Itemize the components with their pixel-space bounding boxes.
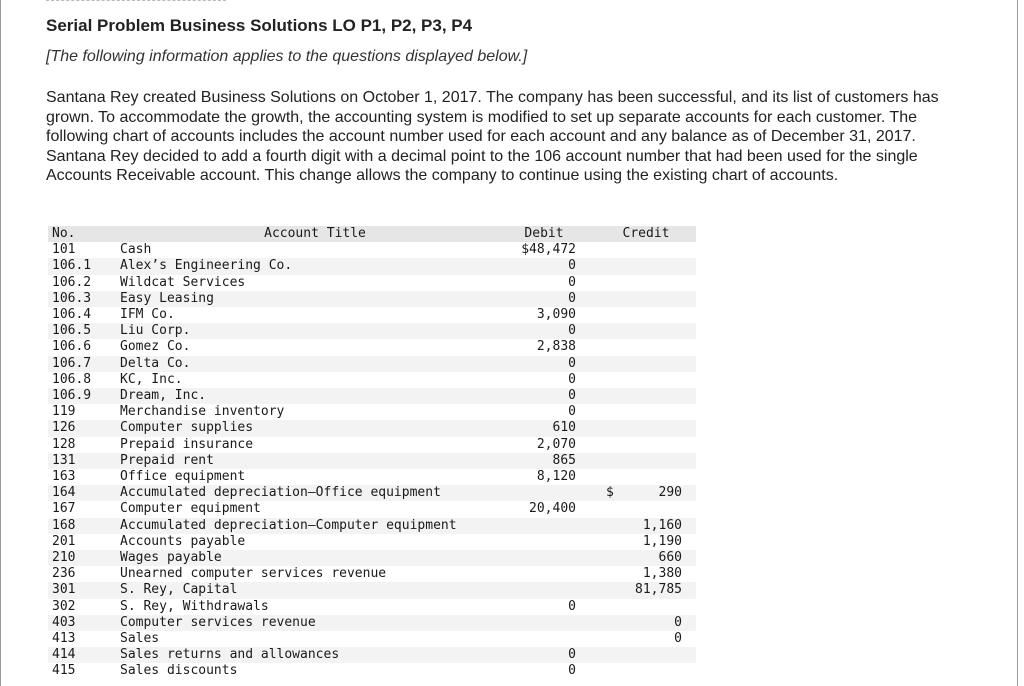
- account-number: 403: [48, 615, 120, 631]
- account-title: Gomez Co.: [120, 339, 191, 355]
- debit-balance: 2,838: [536, 339, 576, 355]
- credit-balance: [596, 647, 696, 663]
- credit-dollar-sign: $: [606, 485, 614, 501]
- table-row: [48, 550, 696, 566]
- table-body: [48, 242, 696, 679]
- credit-balance: [596, 615, 696, 631]
- account-title: Sales discounts: [120, 663, 238, 679]
- debit-balance: 865: [510, 453, 578, 469]
- credit-balance: [596, 323, 696, 339]
- account-title: Liu Corp.: [120, 323, 510, 339]
- account-title: Prepaid rent: [120, 453, 510, 469]
- debit-balance: 2,070: [536, 436, 576, 452]
- account-number: 415: [52, 663, 76, 679]
- account-number: 301: [48, 582, 120, 598]
- credit-balance: [596, 420, 696, 436]
- credit-balance: [596, 275, 696, 291]
- credit-amount: 0: [674, 631, 682, 647]
- credit-amount: 1,190: [642, 533, 682, 549]
- column-gap: [578, 275, 596, 291]
- debit-balance: [510, 566, 578, 582]
- account-number: 302: [52, 598, 76, 614]
- account-number: 128: [52, 436, 76, 452]
- header-debit: Debit: [510, 226, 578, 242]
- table-row: [48, 663, 696, 679]
- account-title: Easy Leasing: [120, 291, 510, 307]
- header-credit: Credit: [596, 226, 696, 242]
- table-row: [48, 582, 696, 598]
- debit-balance: 0: [510, 258, 578, 274]
- credit-balance: [596, 534, 696, 550]
- credit-balance: [596, 339, 696, 355]
- credit-balance: [596, 356, 696, 372]
- account-number: 167: [52, 501, 76, 517]
- table-row: [48, 420, 696, 436]
- account-number: 210: [48, 550, 120, 566]
- table-row: [48, 291, 696, 307]
- header-no: No.: [48, 226, 120, 242]
- column-gap: [578, 501, 596, 517]
- table-row: [48, 501, 696, 517]
- credit-amount: 81,785: [635, 582, 682, 598]
- table-row: [48, 339, 696, 355]
- column-gap: [578, 647, 596, 663]
- account-number: 106.5: [48, 323, 120, 339]
- table-row: [48, 518, 696, 534]
- credit-balance: [596, 582, 696, 598]
- column-gap: [578, 534, 596, 550]
- account-title: Delta Co.: [120, 356, 510, 372]
- debit-balance: 0: [510, 647, 578, 663]
- column-gap: [578, 453, 596, 469]
- debit-balance: 0: [568, 663, 576, 679]
- credit-balance: [596, 469, 696, 485]
- debit-balance: [510, 485, 578, 501]
- account-number: 106.8: [52, 371, 92, 387]
- account-number: 126: [48, 420, 120, 436]
- account-number: 413: [52, 631, 76, 647]
- column-gap: [578, 242, 596, 258]
- column-gap: [578, 339, 596, 355]
- debit-balance: 0: [568, 598, 576, 614]
- table-row: [48, 388, 696, 404]
- column-gap: [578, 420, 596, 436]
- debit-balance: [510, 534, 578, 550]
- account-title: Accumulated depreciation—Office equipment: [120, 485, 510, 501]
- credit-amount: 1,380: [642, 566, 682, 582]
- debit-balance: [510, 631, 578, 647]
- column-gap: [578, 388, 596, 404]
- credit-balance: [596, 372, 696, 388]
- credit-balance: [596, 388, 696, 404]
- debit-balance: [510, 615, 578, 631]
- debit-balance: 8,120: [536, 469, 576, 485]
- table-row: [48, 307, 696, 323]
- debit-balance: 610: [510, 420, 578, 436]
- credit-amount: 0: [674, 614, 682, 630]
- credit-balance: [596, 291, 696, 307]
- account-title: Unearned computer services revenue: [120, 566, 387, 582]
- debit-balance: 3,090: [536, 307, 576, 323]
- account-title: S. Rey, Capital: [120, 582, 510, 598]
- account-number: 101: [52, 242, 76, 258]
- table-row: [48, 534, 696, 550]
- account-number: 168: [48, 518, 120, 534]
- credit-balance: [596, 242, 696, 258]
- account-number: 119: [52, 404, 76, 420]
- credit-balance: [596, 501, 696, 517]
- account-title: S. Rey, Withdrawals: [120, 598, 269, 614]
- table-header-row: [48, 226, 696, 242]
- debit-balance: 0: [568, 371, 576, 387]
- debit-balance: 20,400: [529, 501, 576, 517]
- account-number: 106.7: [48, 356, 120, 372]
- account-title: Alex’s Engineering Co.: [120, 258, 510, 274]
- debit-balance: $48,472: [521, 242, 576, 258]
- account-title: Wildcat Services: [120, 274, 246, 290]
- column-gap: [578, 307, 596, 323]
- account-title: KC, Inc.: [120, 371, 183, 387]
- credit-amount: 1,160: [642, 517, 682, 533]
- account-title: Dream, Inc.: [120, 388, 510, 404]
- debit-balance: [510, 582, 578, 598]
- account-title: Wages payable: [120, 550, 510, 566]
- column-gap: [578, 404, 596, 420]
- account-number: 106.9: [48, 388, 120, 404]
- table-row: [48, 469, 696, 485]
- debit-balance: 0: [510, 356, 578, 372]
- credit-balance: [596, 550, 696, 566]
- credit-balance: [596, 307, 696, 323]
- chart-of-accounts-table: [48, 226, 696, 680]
- account-number: 164: [48, 485, 120, 501]
- account-number: 236: [52, 566, 76, 582]
- credit-balance: [596, 631, 696, 647]
- table-row: [48, 453, 696, 469]
- table-row: [48, 356, 696, 372]
- debit-balance: 0: [510, 388, 578, 404]
- column-gap: [578, 437, 596, 453]
- account-number: 106.6: [52, 339, 92, 355]
- intro-paragraph: Santana Rey created Business Solutions on October 1, 2017. The company has been successful, and its list of customers has grown. To accommodate the growth, the accounting system is modified to set up separate accounts for each customer. The following chart of accounts includes the account number used for each account and any balance as of December 31, 2017. Santana Rey decided to add a fourth digit with a decimal point to the 106 account number that had been used for the single Accounts Receivable account. This change allows the company to continue using the existing chart of accounts.: [46, 89, 939, 185]
- account-title: Sales: [120, 631, 160, 647]
- table-row: [48, 631, 696, 647]
- credit-balance: [596, 437, 696, 453]
- credit-amount: 660: [658, 550, 682, 566]
- debit-balance: 0: [510, 291, 578, 307]
- credit-balance: [596, 258, 696, 274]
- account-title: Computer services revenue: [120, 615, 510, 631]
- account-title: Sales returns and allowances: [120, 647, 510, 663]
- table-row: [48, 323, 696, 339]
- table-row: [48, 615, 696, 631]
- credit-balance: [596, 485, 696, 501]
- column-gap: [578, 291, 596, 307]
- table-row: [48, 437, 696, 453]
- table-row: [48, 566, 696, 582]
- column-gap: [578, 615, 596, 631]
- table-row: [48, 242, 696, 258]
- column-gap: [578, 372, 596, 388]
- credit-balance: [596, 518, 696, 534]
- credit-amount: 290: [658, 485, 682, 501]
- account-number: 106.3: [48, 291, 120, 307]
- column-gap: [578, 518, 596, 534]
- account-title: Cash: [120, 242, 152, 258]
- account-title: Computer supplies: [120, 420, 510, 436]
- debit-balance: 0: [510, 323, 578, 339]
- table-row: [48, 258, 696, 274]
- account-title: IFM Co.: [120, 307, 175, 323]
- account-number: 163: [52, 469, 76, 485]
- table-row: [48, 372, 696, 388]
- top-divider: [46, 0, 226, 3]
- credit-balance: [596, 663, 696, 679]
- account-number: 201: [52, 533, 76, 549]
- table-row: [48, 404, 696, 420]
- account-title: Accounts payable: [120, 533, 246, 549]
- account-title: Computer equipment: [120, 501, 261, 517]
- credit-balance: [596, 404, 696, 420]
- table-row: [48, 275, 696, 291]
- header-account-title: Account Title: [120, 226, 510, 242]
- account-title: Merchandise inventory: [120, 404, 285, 420]
- credit-balance: [596, 599, 696, 615]
- column-gap: [578, 631, 596, 647]
- account-title: Accumulated depreciation—Computer equipment: [120, 518, 510, 534]
- account-number: 106.2: [52, 274, 92, 290]
- column-gap: [578, 323, 596, 339]
- account-number: 106.4: [52, 307, 92, 323]
- column-gap: [578, 663, 596, 679]
- table-row: [48, 599, 696, 615]
- account-number: 131: [48, 453, 120, 469]
- column-gap: [578, 485, 596, 501]
- credit-balance: [596, 566, 696, 582]
- table-row: [48, 647, 696, 663]
- credit-balance: [596, 453, 696, 469]
- debit-balance: [510, 518, 578, 534]
- debit-balance: 0: [568, 274, 576, 290]
- column-gap: [578, 582, 596, 598]
- header-gap: [578, 226, 596, 242]
- column-gap: [578, 599, 596, 615]
- column-gap: [578, 258, 596, 274]
- debit-balance: [510, 550, 578, 566]
- account-title: Office equipment: [120, 469, 246, 485]
- table-row: [48, 485, 696, 501]
- account-number: 106.1: [48, 258, 120, 274]
- debit-balance: 0: [568, 404, 576, 420]
- account-number: 414: [48, 647, 120, 663]
- column-gap: [578, 356, 596, 372]
- column-gap: [578, 566, 596, 582]
- column-gap: [578, 469, 596, 485]
- problem-title: Serial Problem Business Solutions LO P1, P2, P3, P4: [46, 16, 473, 35]
- applies-note: [The following information applies to the questions displayed below.]: [46, 48, 528, 65]
- account-title: Prepaid insurance: [120, 436, 254, 452]
- column-gap: [578, 550, 596, 566]
